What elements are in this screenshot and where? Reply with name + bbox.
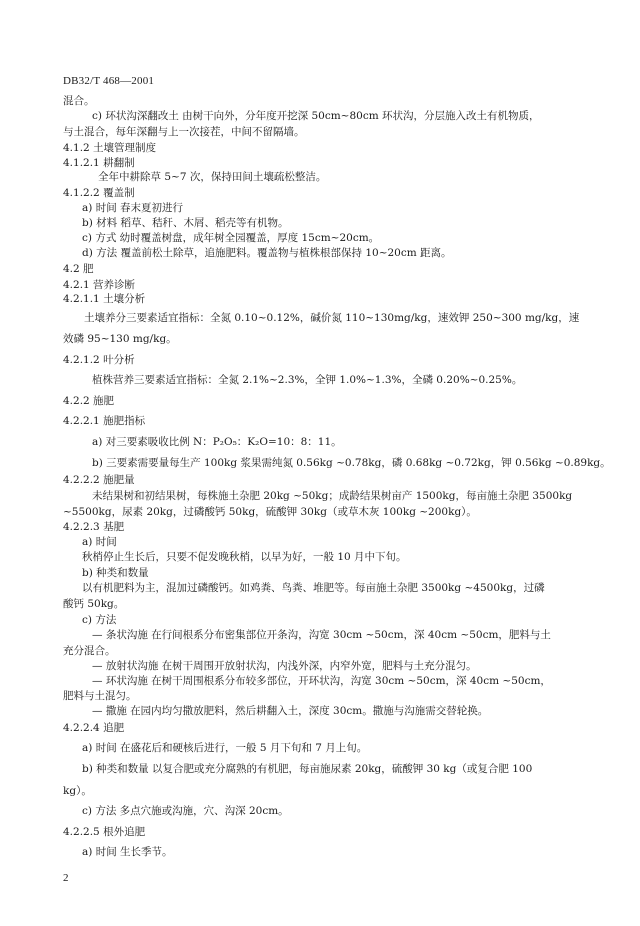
section-heading: 4.2.2.2 施肥量 — [63, 474, 135, 486]
list-item: — 环状沟施 在树干周围根系分布较多部位，开环状沟，沟宽 30cm ~50cm，深 40cm ~50cm， — [92, 675, 551, 687]
section-heading: 4.2.2 施肥 — [63, 395, 115, 407]
list-item: a) 时间 在盛花后和硬核后进行，一般 5 月下旬和 7 月上旬。 — [82, 742, 368, 754]
list-item: b) 种类和数量 以复合肥或充分腐熟的有机肥，每亩施尿素 20kg，硫酸钾 30 kg（或复合肥 100 — [82, 763, 533, 775]
section-heading: 4.2.2.1 施肥指标 — [63, 415, 146, 427]
text-line: 充分混合。 — [63, 645, 116, 657]
section-heading: 4.2.2.3 基肥 — [63, 521, 125, 533]
text-line: 土壤养分三要素适宜指标：全氮 0.10~0.12%，碱价氮 110~130mg/kg，速效钾 250~300 mg/kg，速 — [84, 312, 580, 324]
text-line: 秋梢停止生长后，只要不促发晚秋梢，以早为好，一般 10 月中下旬。 — [82, 551, 407, 563]
text-line: ~5500kg，尿素 20kg，过磷酸钙 50kg，硫酸钾 30kg（或草木灰 100kg ~200kg）。 — [63, 506, 477, 518]
list-item: — 条状沟施 在行间根系分布密集部位开条沟，沟宽 30cm ~50cm，深 40cm ~50cm，肥料与土 — [92, 629, 551, 641]
list-item: b) 种类和数量 — [82, 567, 149, 579]
section-heading: 4.2 肥 — [63, 263, 94, 275]
section-heading: 4.2.2.5 根外追肥 — [63, 826, 146, 838]
section-heading: 4.2.1 营养诊断 — [63, 279, 136, 291]
list-item: a) 时间 — [82, 536, 117, 548]
section-heading: 4.1.2.2 覆盖制 — [63, 187, 135, 199]
section-heading: 4.2.2.4 追肥 — [63, 722, 125, 734]
page-number: 2 — [63, 872, 69, 884]
text-line: 酸钙 50kg。 — [63, 598, 125, 610]
section-heading: 4.1.2 土壤管理制度 — [63, 142, 157, 154]
text-line: 效磷 95~130 mg/kg。 — [63, 333, 177, 345]
list-item: b) 材料 稻草、秸秆、木屑、稻壳等有机物。 — [82, 217, 289, 229]
list-item: c) 方式 幼时覆盖树盘，成年树全园覆盖，厚度 15cm~20cm。 — [82, 232, 380, 244]
list-item: a) 时间 生长季节。 — [82, 846, 173, 858]
text-line: 肥料与土混匀。 — [63, 690, 137, 702]
list-item: — 撒施 在园内均匀撒放肥料，然后耕翻入土，深度 30cm。撒施与沟施需交替轮换。 — [92, 705, 489, 717]
text-line: 全年中耕除草 5~7 次，保持田间土壤疏松整洁。 — [98, 171, 327, 183]
list-item: a) 时间 春末夏初进行 — [82, 202, 184, 214]
section-heading: 4.2.1.1 土壤分析 — [63, 293, 146, 305]
text-line: kg）。 — [63, 785, 92, 797]
section-heading: 4.1.2.1 耕翻制 — [63, 157, 135, 169]
text-line: 以有机肥料为主，混加过磷酸钙。如鸡粪、鸟粪、堆肥等。每亩施土杂肥 3500kg ~4500kg，过磷 — [82, 582, 545, 594]
list-item: — 放射状沟施 在树干周围开放射状沟，内浅外深，内窄外宽，肥料与土充分混匀。 — [92, 660, 477, 672]
list-item: a) 对三要素吸收比例 N：P₂O₅：K₂O=10：8：11。 — [92, 436, 342, 448]
text-line: 未结果树和初结果树，每株施土杂肥 20kg ~50kg；成龄结果树亩产 1500kg，每亩施土杂肥 3500kg — [92, 490, 573, 502]
text-line: c) 环状沟深翻改土 由树干向外，分年度开挖深 50cm~80cm 环状沟，分层施入改土有机物质， — [92, 110, 540, 122]
standard-code-header: DB32/T 468—2001 — [63, 75, 155, 87]
list-item: c) 方法 多点穴施或沟施，穴、沟深 20cm。 — [82, 805, 289, 817]
section-heading: 4.2.1.2 叶分析 — [63, 354, 135, 366]
text-line: 与土混合，每年深翻与上一次接茬，中间不留隔墙。 — [63, 126, 305, 138]
list-item: d) 方法 覆盖前松土除草，追施肥料。覆盖物与植株根部保持 10~20cm 距离。 — [82, 247, 452, 259]
text-line: 混合。 — [63, 95, 95, 107]
list-item: b) 三要素需要量每生产 100kg 浆果需纯氮 0.56kg ~0.78kg，磷 0.68kg ~0.72kg，钾 0.56kg ~0.89kg。 — [92, 457, 611, 469]
list-item: c) 方法 — [82, 614, 117, 626]
text-line: 植株营养三要素适宜指标：全氮 2.1%~2.3%，全钾 1.0%~1.3%，全磷 0.20%~0.25%。 — [92, 374, 523, 386]
